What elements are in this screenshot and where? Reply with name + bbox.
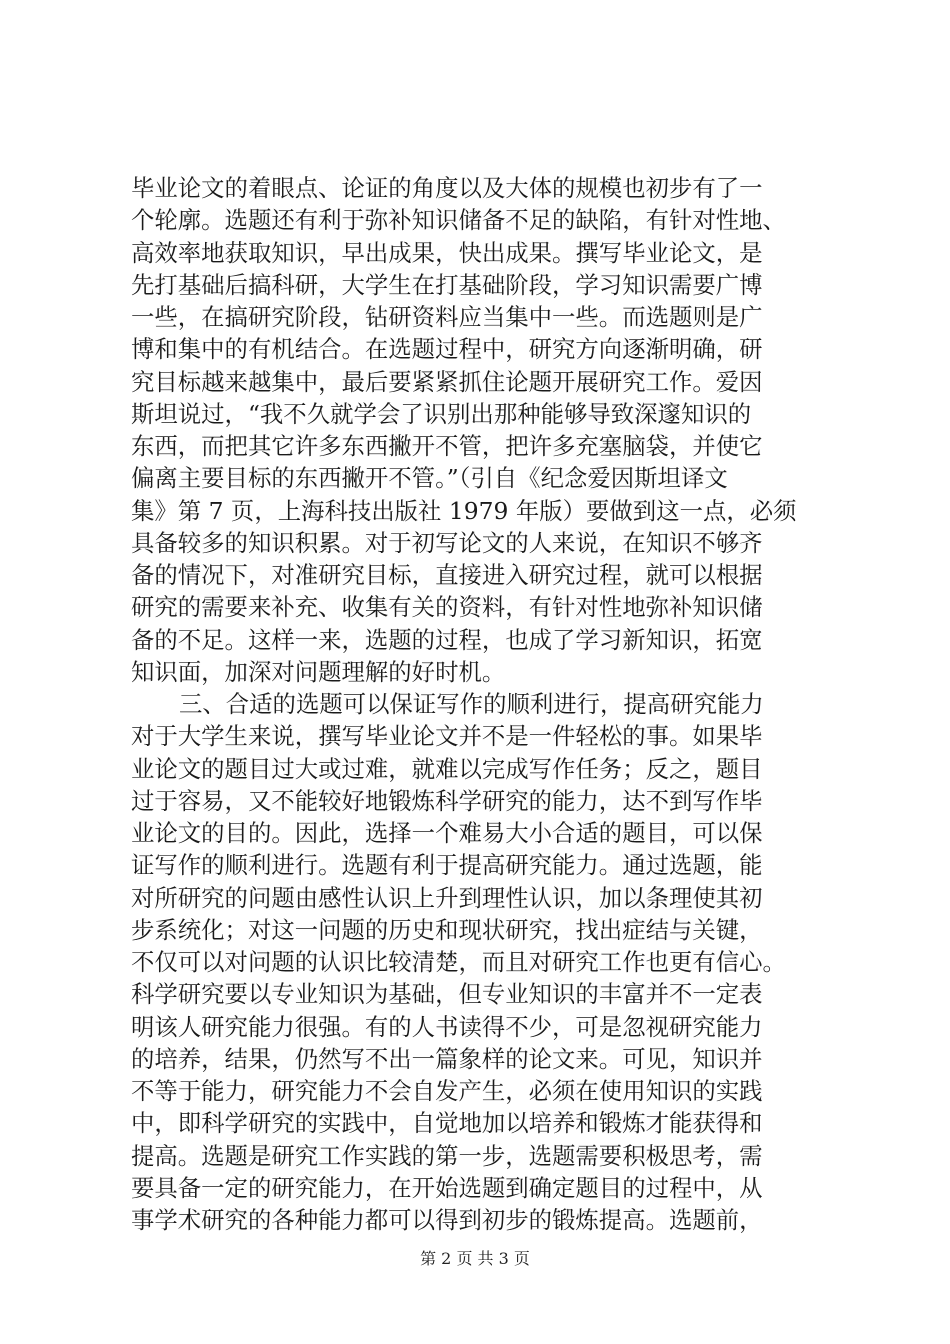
- text-line: 究目标越来越集中，最后要紧紧抓住论题开展研究工作。爱因: [131, 367, 763, 396]
- text-line: 斯坦说过，“我不久就学会了识别出那种能够导致深邃知识的: [131, 399, 752, 428]
- text-line: 步系统化；对这一问题的历史和现状研究，找出症结与关键，: [131, 915, 763, 944]
- text-line: 毕业论文的着眼点、论证的角度以及大体的规模也初步有了一: [131, 174, 763, 202]
- text-line: 科学研究要以专业知识为基础，但专业知识的丰富并不一定表: [131, 980, 763, 1009]
- section-heading: 三、合适的选题可以保证写作的顺利进行，提高研究能力: [179, 690, 764, 718]
- text-line: 具备较多的知识积累。对于初写论文的人来说，在知识不够齐: [131, 528, 763, 557]
- text-line: 过于容易，又不能较好地锻炼科学研究的能力，达不到写作毕: [131, 786, 763, 815]
- text-line: 知识面，加深对问题理解的好时机。: [131, 657, 506, 686]
- text-line: 证写作的顺利进行。选题有利于提高研究能力。通过选题，能: [131, 851, 763, 880]
- text-line: 备的不足。这样一来，选题的过程，也成了学习新知识，拓宽: [131, 625, 763, 654]
- text-line: 提高。选题是研究工作实践的第一步，选题需要积极思考，需: [131, 1141, 763, 1170]
- text-line: 业论文的目的。因此，选择一个难易大小合适的题目，可以保: [131, 819, 763, 847]
- page-footer: 第 2 页 共 3 页: [420, 1249, 530, 1268]
- text-line: 的培养，结果，仍然写不出一篇象样的论文来。可见，知识并: [131, 1044, 763, 1073]
- text-line: 先打基础后搞科研，大学生在打基础阶段，学习知识需要广博: [131, 270, 763, 299]
- text-line: 要具备一定的研究能力，在开始选题到确定题目的过程中，从: [131, 1173, 763, 1202]
- text-line: 中，即科学研究的实践中，自觉地加以培养和锻炼才能获得和: [131, 1109, 763, 1138]
- text-line: 东西，而把其它许多东西撇开不管，把许多充塞脑袋，并使它: [131, 432, 763, 460]
- text-line: 对于大学生来说，撰写毕业论文并不是一件轻松的事。如果毕: [131, 722, 763, 751]
- text-line: 不等于能力，研究能力不会自发产生，必须在使用知识的实践: [131, 1077, 763, 1105]
- text-line: 集》第 7 页，上海科技出版社 1979 年版）要做到这一点，必须: [131, 496, 797, 525]
- text-line: 高效率地获取知识，早出成果，快出成果。撰写毕业论文，是: [131, 238, 763, 267]
- text-line: 一些，在搞研究阶段，钻研资料应当集中一些。而选题则是广: [131, 303, 763, 331]
- text-line: 明该人研究能力很强。有的人书读得不少，可是忽视研究能力: [131, 1012, 763, 1041]
- text-line: 事学术研究的各种能力都可以得到初步的锻炼提高。选题前，: [131, 1206, 763, 1234]
- text-line: 业论文的题目过大或过难，就难以完成写作任务；反之，题目: [131, 754, 763, 783]
- text-line: 研究的需要来补充、收集有关的资料，有针对性地弥补知识储: [131, 593, 763, 622]
- body-text: [131, 172, 831, 1236]
- text-line: 个轮廓。选题还有利于弥补知识储备不足的缺陷，有针对性地、: [131, 206, 786, 235]
- text-line: 博和集中的有机结合。在选题过程中，研究方向逐渐明确，研: [131, 335, 763, 364]
- text-line: 不仅可以对问题的认识比较清楚，而且对研究工作也更有信心。: [131, 948, 786, 976]
- text-line: 对所研究的问题由感性认识上升到理性认识，加以条理使其初: [131, 883, 763, 912]
- text-line: 备的情况下，对准研究目标，直接进入研究过程，就可以根据: [131, 561, 763, 589]
- text-line: 偏离主要目标的东西撇开不管。”（引自《纪念爱因斯坦译文: [131, 464, 728, 493]
